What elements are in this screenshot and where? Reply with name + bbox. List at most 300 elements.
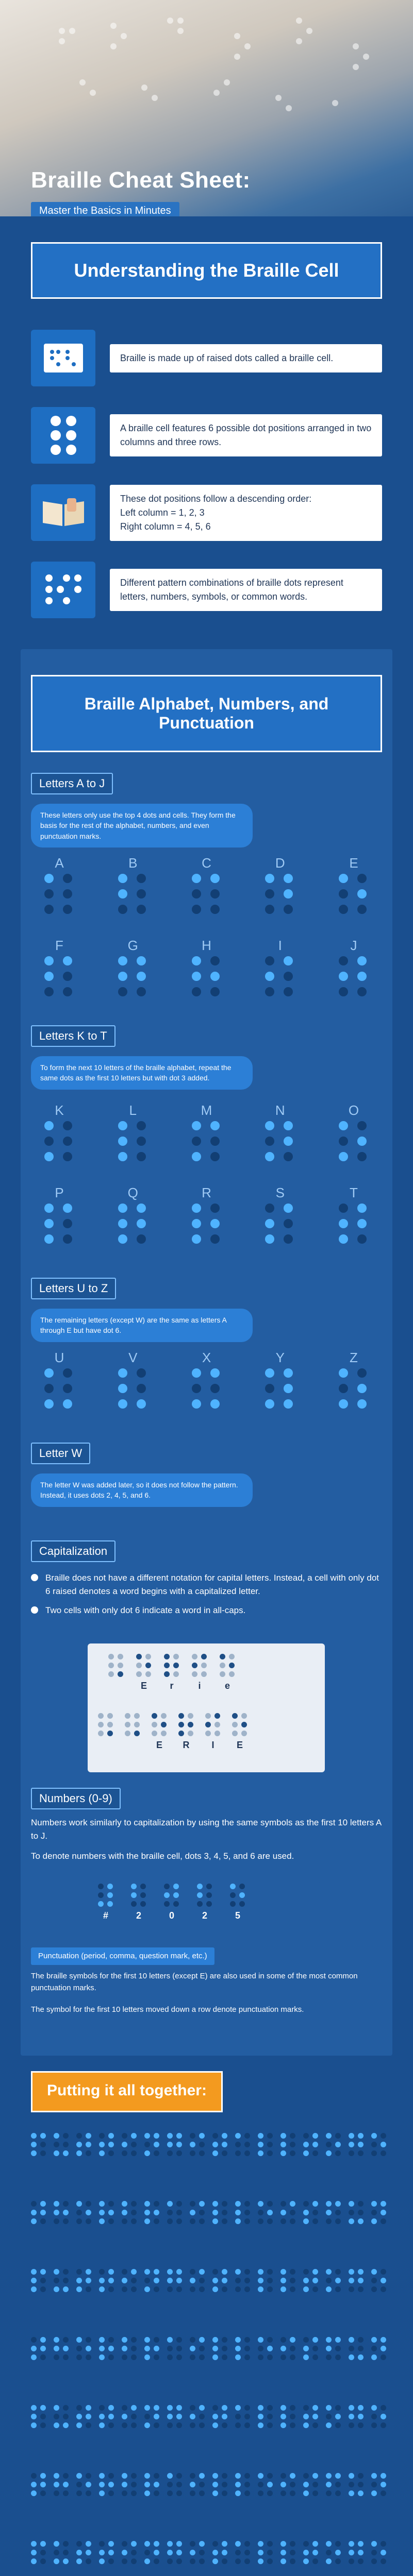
braille-dot <box>54 2405 59 2411</box>
braille-cell <box>54 2201 69 2225</box>
braille-dot <box>303 2346 309 2351</box>
braille-dot <box>154 2558 159 2564</box>
braille-dot <box>312 2133 318 2139</box>
braille-dot <box>54 2558 59 2564</box>
braille-dot <box>235 2278 241 2283</box>
braille-dot <box>381 2150 386 2156</box>
braille-dot <box>54 2346 59 2351</box>
braille-dot <box>118 1121 127 1130</box>
braille-dot <box>235 2133 241 2139</box>
putting-together-heading: Putting it all together: <box>31 2071 223 2112</box>
braille-dot <box>339 987 348 996</box>
braille-dot <box>265 1399 274 1409</box>
braille-dot <box>357 987 367 996</box>
braille-dot <box>381 2286 386 2292</box>
braille-dot <box>381 2201 386 2207</box>
braille-mini-cell <box>212 2201 228 2239</box>
braille-dot <box>235 2286 241 2292</box>
braille-dot <box>131 2346 137 2351</box>
braille-dot <box>144 2210 150 2215</box>
braille-dot <box>357 1219 367 1228</box>
braille-dot <box>63 2405 69 2411</box>
braille-dot <box>222 2473 227 2479</box>
braille-dot <box>99 2541 105 2547</box>
braille-cell <box>164 1884 179 1907</box>
braille-mini-cell <box>190 2473 205 2511</box>
braille-dot <box>339 889 348 899</box>
braille-letter-cell <box>331 1350 377 1411</box>
example-number <box>98 1884 245 1922</box>
braille-mini-cell <box>258 2133 273 2171</box>
braille-dot <box>199 2286 205 2292</box>
braille-mini-cell <box>280 2269 296 2307</box>
braille-dot <box>131 2337 137 2343</box>
braille-letter-label: U <box>54 1350 64 1365</box>
braille-dot <box>107 1901 113 1907</box>
braille-dot <box>54 2278 59 2283</box>
braille-dot <box>235 2550 241 2555</box>
braille-cell <box>99 2337 114 2361</box>
braille-dot <box>122 2473 127 2479</box>
braille-dot <box>358 2490 364 2496</box>
braille-cell <box>31 2473 46 2497</box>
braille-dot <box>267 2422 273 2428</box>
braille-cell <box>118 874 148 916</box>
braille-dot <box>40 2218 46 2224</box>
braille-mini-cell <box>152 1713 167 1751</box>
braille-letter-cell <box>184 938 230 998</box>
braille-mini-cell <box>235 2337 251 2375</box>
braille-dot <box>206 1884 212 1889</box>
braille-dot <box>244 2142 250 2147</box>
braille-dot <box>265 1137 274 1146</box>
braille-mini-cell <box>167 2473 183 2511</box>
braille-dot <box>63 1368 72 1378</box>
braille-dot <box>190 2210 195 2215</box>
braille-dot <box>244 2414 250 2419</box>
braille-dot <box>244 2405 250 2411</box>
braille-mini-cell <box>125 1713 140 1751</box>
braille-dot <box>31 2133 37 2139</box>
braille-dot <box>312 2414 318 2419</box>
braille-mini-cell <box>144 2133 160 2171</box>
braille-dot <box>190 2142 195 2147</box>
braille-dot <box>144 2558 150 2564</box>
braille-dot <box>140 1901 146 1907</box>
braille-letter-label: P <box>55 1185 64 1200</box>
braille-cell <box>371 2201 387 2225</box>
braille-dot <box>31 2210 37 2215</box>
braille-dot <box>164 1654 170 1659</box>
braille-dot <box>86 2201 91 2207</box>
braille-mini-cell <box>349 2473 364 2511</box>
braille-dot <box>136 1654 142 1659</box>
understanding-item <box>31 484 382 541</box>
braille-dot <box>190 2354 195 2360</box>
braille-dot <box>54 2482 59 2487</box>
braille-dot <box>258 2218 263 2224</box>
braille-dot <box>31 2414 37 2419</box>
braille-mini-cell <box>258 2405 273 2443</box>
braille-dot <box>381 2558 386 2564</box>
braille-dot <box>131 1884 137 1889</box>
braille-dot <box>312 2337 318 2343</box>
braille-dot <box>164 1901 170 1907</box>
list-item <box>31 1604 382 1617</box>
braille-dot <box>154 2210 159 2215</box>
braille-dot <box>122 2541 127 2547</box>
braille-dot <box>154 2269 159 2275</box>
braille-dot <box>99 2210 105 2215</box>
braille-cell <box>232 1713 247 1737</box>
braille-dot <box>358 2482 364 2487</box>
braille-cell <box>178 1713 194 1737</box>
braille-dot <box>44 956 54 965</box>
braille-mini-cell <box>144 2337 160 2375</box>
braille-mini-cell <box>131 1884 146 1922</box>
braille-cell <box>122 2541 137 2565</box>
braille-cell <box>118 956 148 998</box>
braille-dot <box>144 2286 150 2292</box>
braille-mini-cell <box>99 2541 114 2576</box>
braille-dot <box>152 1722 157 1727</box>
braille-dot <box>131 2482 137 2487</box>
braille-cell <box>349 2133 364 2157</box>
braille-dot <box>131 2218 137 2224</box>
braille-dot <box>122 2278 127 2283</box>
braille-dot <box>54 2210 59 2215</box>
braille-dot <box>31 2337 37 2343</box>
braille-dot <box>144 2414 150 2419</box>
braille-cell <box>122 2133 137 2157</box>
braille-dot <box>357 1368 367 1378</box>
braille-dot <box>176 2473 182 2479</box>
braille-dot <box>144 2473 150 2479</box>
braille-dot <box>63 2278 69 2283</box>
braille-cell <box>235 2201 251 2225</box>
braille-mini-cell <box>167 2133 183 2171</box>
braille-dot <box>137 1399 146 1409</box>
braille-dot <box>220 1663 225 1668</box>
braille-dot <box>267 2210 273 2215</box>
braille-dot <box>235 2541 241 2547</box>
braille-dot <box>131 2541 137 2547</box>
braille-dot <box>335 2210 341 2215</box>
section-note: To form the next 10 letters of the braille alphabet, repeat the same dots as the first 10 letters but with dot 3 added. <box>31 1056 253 1090</box>
braille-cell <box>212 2201 228 2225</box>
braille-dot <box>161 1713 167 1719</box>
braille-dot <box>154 2541 159 2547</box>
braille-dot <box>244 2337 250 2343</box>
braille-dot <box>265 972 274 981</box>
braille-dot <box>349 2337 354 2343</box>
braille-dot <box>199 2278 205 2283</box>
braille-letter-label: Y <box>275 1350 285 1365</box>
braille-dot <box>222 2405 227 2411</box>
braille-dot <box>280 2405 286 2411</box>
braille-dot <box>54 2337 59 2343</box>
braille-dot <box>164 1663 170 1668</box>
braille-dot <box>235 2558 241 2564</box>
braille-dot <box>349 2133 354 2139</box>
braille-mini-cell <box>122 2201 137 2239</box>
braille-dot <box>40 2473 46 2479</box>
braille-dot <box>31 2269 37 2275</box>
braille-dot <box>244 2550 250 2555</box>
braille-dot <box>358 2337 364 2343</box>
braille-dot <box>349 2201 354 2207</box>
braille-mini-cell <box>164 1654 179 1692</box>
braille-dot <box>284 1368 293 1378</box>
braille-dot <box>205 1722 211 1727</box>
braille-dot <box>358 2550 364 2555</box>
braille-dot <box>76 2278 82 2283</box>
braille-dot <box>99 2133 105 2139</box>
understanding-text: Different pattern combinations of braille dots represent letters, numbers, symbols, or common words. <box>110 569 382 611</box>
braille-dot <box>371 2337 377 2343</box>
braille-dot <box>122 2133 127 2139</box>
braille-dot <box>118 1368 127 1378</box>
braille-dot <box>258 2337 263 2343</box>
braille-dot <box>76 2558 82 2564</box>
braille-dot <box>167 2337 173 2343</box>
braille-letter-label: F <box>55 938 63 953</box>
braille-mini-cell <box>371 2133 387 2171</box>
braille-cell <box>122 2473 137 2497</box>
braille-dot <box>212 2405 218 2411</box>
braille-dot <box>122 2490 127 2496</box>
braille-dot <box>54 2286 59 2292</box>
braille-dot <box>137 972 146 981</box>
braille-dot <box>244 2201 250 2207</box>
example-word-mixed <box>108 1654 235 1692</box>
braille-dot <box>86 2558 91 2564</box>
braille-dot <box>267 2346 273 2351</box>
braille-dot <box>63 2354 69 2360</box>
braille-dot <box>326 2490 332 2496</box>
braille-dot <box>40 2278 46 2283</box>
braille-mini-cell <box>235 2133 251 2171</box>
braille-dot <box>144 2337 150 2343</box>
braille-dot <box>76 2473 82 2479</box>
braille-dot <box>244 2473 250 2479</box>
braille-cell <box>371 2337 387 2361</box>
braille-dot <box>63 2337 69 2343</box>
braille-dot <box>192 972 201 981</box>
braille-mini-cell <box>190 2269 205 2307</box>
braille-cell <box>339 956 369 998</box>
braille-mini-cell <box>212 2541 228 2576</box>
braille-mini-cell <box>136 1654 152 1692</box>
braille-dot <box>118 1399 127 1409</box>
braille-cell <box>371 2133 387 2157</box>
braille-dot <box>290 2550 295 2555</box>
braille-cell <box>167 2201 183 2225</box>
braille-dot <box>265 1234 274 1244</box>
braille-dot <box>108 2550 114 2555</box>
braille-dot <box>280 2346 286 2351</box>
braille-dot <box>235 2422 241 2428</box>
braille-dot <box>108 1654 114 1659</box>
braille-cell <box>98 1884 113 1907</box>
braille-cell <box>349 2337 364 2361</box>
braille-mini-label: 0 <box>169 1910 174 1921</box>
braille-dot <box>76 2422 82 2428</box>
braille-mini-label: E <box>140 1681 147 1691</box>
braille-cell <box>212 2405 228 2429</box>
braille-dot <box>192 1121 201 1130</box>
braille-dot <box>265 1152 274 1161</box>
braille-dot <box>267 2414 273 2419</box>
braille-dot <box>76 2150 82 2156</box>
braille-dot <box>40 2210 46 2215</box>
braille-cell <box>76 2405 92 2429</box>
braille-cell <box>76 2541 92 2565</box>
braille-dot <box>164 1892 170 1898</box>
braille-dot <box>284 1121 293 1130</box>
braille-letter-cell <box>257 938 303 998</box>
braille-dot <box>335 2278 341 2283</box>
braille-dot <box>303 2133 309 2139</box>
braille-mini-cell <box>31 2541 46 2576</box>
braille-dot <box>154 2414 159 2419</box>
braille-dot <box>192 1204 201 1213</box>
braille-letter-label: Z <box>350 1350 358 1365</box>
braille-cell <box>192 1654 207 1677</box>
braille-letter-cell <box>110 1350 156 1411</box>
braille-dot <box>167 2558 173 2564</box>
braille-dot <box>118 1219 127 1228</box>
braille-dot <box>54 2550 59 2555</box>
braille-dot <box>44 1204 54 1213</box>
braille-dot <box>265 987 274 996</box>
braille-dot <box>176 2337 182 2343</box>
braille-dot <box>258 2541 263 2547</box>
braille-dot <box>167 2218 173 2224</box>
braille-dot <box>357 1384 367 1393</box>
braille-mini-cell <box>31 2405 46 2443</box>
braille-dot <box>63 972 72 981</box>
braille-cell <box>99 2541 114 2565</box>
braille-dot <box>349 2278 354 2283</box>
braille-mini-cell <box>122 2541 137 2576</box>
braille-dot <box>229 1663 235 1668</box>
braille-mini-cell <box>178 1713 194 1751</box>
braille-dot <box>371 2473 377 2479</box>
braille-dot <box>358 2473 364 2479</box>
braille-dot <box>176 2269 182 2275</box>
braille-dot <box>339 1399 348 1409</box>
braille-dot <box>86 2414 91 2419</box>
braille-dot <box>86 2346 91 2351</box>
braille-dot <box>192 905 201 914</box>
braille-dot <box>44 874 54 883</box>
braille-dot <box>212 2541 218 2547</box>
braille-dot <box>44 1121 54 1130</box>
braille-cell <box>122 2201 137 2225</box>
braille-dot <box>154 2422 159 2428</box>
braille-letter-cell <box>331 1103 377 1163</box>
braille-letter-row <box>36 855 377 916</box>
braille-dot <box>258 2482 263 2487</box>
braille-dot <box>99 2558 105 2564</box>
braille-dot <box>371 2414 377 2419</box>
braille-dot <box>131 2201 137 2207</box>
braille-dot <box>303 2142 309 2147</box>
braille-mini-cell <box>99 2337 114 2375</box>
braille-mini-label: E <box>156 1740 162 1750</box>
braille-dot <box>258 2133 263 2139</box>
braille-cell <box>54 2133 69 2157</box>
braille-dot <box>136 1663 142 1668</box>
braille-dot <box>178 1722 184 1727</box>
braille-dot <box>176 2278 182 2283</box>
braille-mini-cell <box>190 2541 205 2576</box>
braille-dot <box>357 1137 367 1146</box>
bullet-icon <box>31 1606 38 1614</box>
braille-dot <box>214 1713 220 1719</box>
braille-dot <box>230 1892 236 1898</box>
braille-letter-cell <box>110 1185 156 1246</box>
braille-dot <box>31 2278 37 2283</box>
braille-dot <box>154 2473 159 2479</box>
understanding-text: A braille cell features 6 possible dot positions arranged in two columns and three rows. <box>110 414 382 456</box>
braille-mini-cell <box>326 2337 341 2375</box>
braille-cell <box>371 2473 387 2497</box>
braille-dot <box>144 2133 150 2139</box>
braille-dot <box>241 1722 247 1727</box>
braille-cell <box>99 2269 114 2293</box>
braille-dot <box>40 2337 46 2343</box>
numbers-text: To denote numbers with the braille cell, dots 3, 4, 5, and 6 are used. <box>31 1851 294 1861</box>
braille-dot <box>54 2269 59 2275</box>
braille-cell <box>54 2269 69 2293</box>
braille-letter-cell <box>257 855 303 916</box>
braille-mini-cell <box>326 2473 341 2511</box>
braille-dot <box>31 2150 37 2156</box>
braille-letter-label: V <box>128 1350 138 1365</box>
braille-dot <box>192 1368 201 1378</box>
braille-dot <box>371 2218 377 2224</box>
braille-dot <box>176 2422 182 2428</box>
braille-dot <box>144 2490 150 2496</box>
braille-dot <box>173 1663 179 1668</box>
numbers-example <box>93 1880 320 1937</box>
braille-dot <box>108 2558 114 2564</box>
braille-dot <box>44 1384 54 1393</box>
braille-dot <box>144 2482 150 2487</box>
braille-cell <box>44 874 74 916</box>
braille-dot <box>222 2278 227 2283</box>
braille-mini-cell <box>144 2405 160 2443</box>
braille-dot <box>76 2218 82 2224</box>
braille-cell <box>190 2405 205 2429</box>
braille-cell <box>44 956 74 998</box>
braille-mini-cell <box>122 2337 137 2375</box>
braille-cell <box>235 2541 251 2565</box>
braille-dot <box>258 2422 263 2428</box>
braille-dot <box>222 2133 227 2139</box>
braille-letter-cell <box>36 1185 82 1246</box>
braille-dot <box>199 2482 205 2487</box>
braille-dot <box>335 2490 341 2496</box>
braille-dot <box>122 2550 127 2555</box>
braille-dot <box>63 956 72 965</box>
braille-dot <box>212 2269 218 2275</box>
braille-dot <box>212 2218 218 2224</box>
braille-dot <box>199 2142 205 2147</box>
braille-dot <box>137 1137 146 1146</box>
